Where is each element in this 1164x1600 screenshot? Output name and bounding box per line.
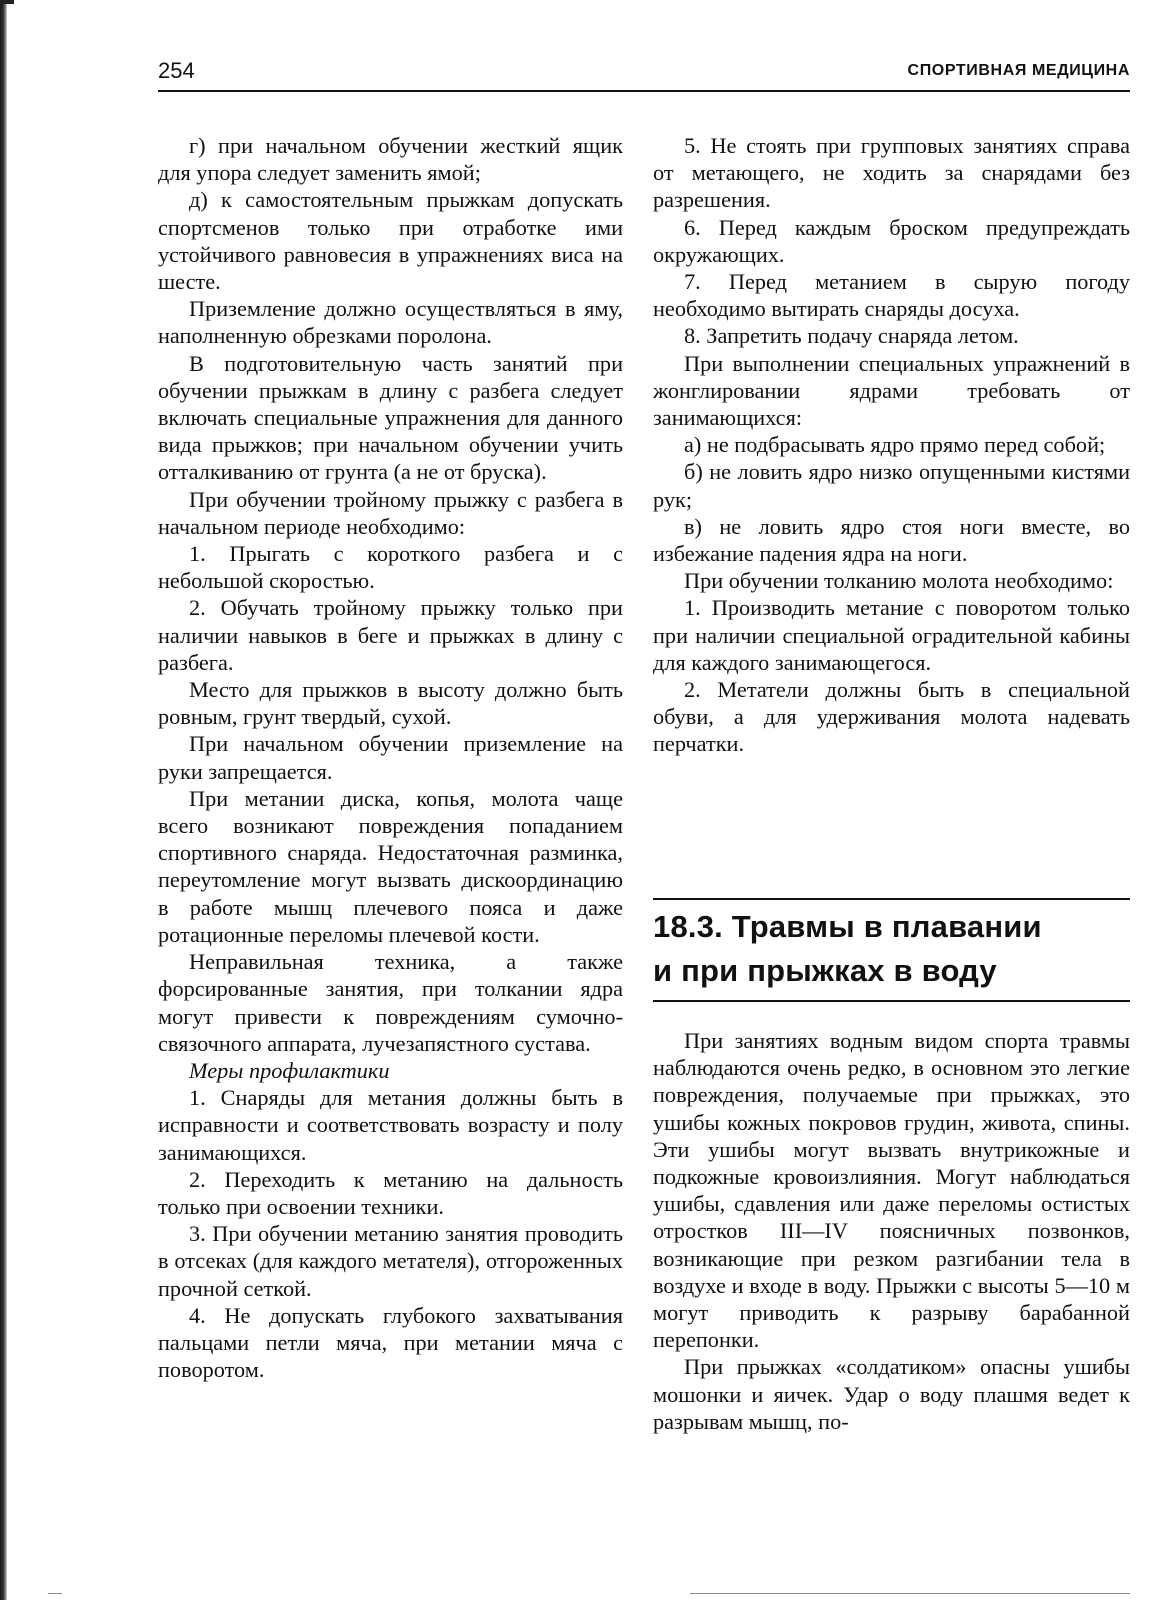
- section-rule-bottom: [653, 1000, 1130, 1002]
- list-item: 5. Не стоять при групповых занятиях справа от метающего, не ходить за снарядами без разрешения.: [653, 133, 1130, 213]
- right-column: [653, 132, 1130, 758]
- list-item: 4. Не допускать глубокого захватывания пальцами петли мяча, при метании мяча с поворотом.: [158, 1302, 623, 1383]
- paragraph: В подготовительную часть занятий при обучении прыжкам в длину с разбега следует включать специальные упражнения для данного вида прыжков; при начальном обучении учить отталкиванию от грунта (а не от бруска).: [158, 350, 623, 485]
- paragraph: д) к самостоятельным прыжкам допускать спортсменов только при отработке ими устойчивого равновесия в упражнениях виса на шесте.: [158, 187, 623, 295]
- list-item: 2. Обучать тройному прыжку только при наличии навыков в беге и прыжках в длину с разбега.: [158, 595, 623, 675]
- section-rule-top: [653, 898, 1130, 900]
- footer-mark: [48, 1593, 62, 1594]
- list-item: 7. Перед метанием в сырую погоду необходимо вытирать снаряды досуха.: [653, 269, 1130, 322]
- paragraph: При начальном обучении приземление на руки запрещается.: [158, 731, 623, 784]
- footer-rule: [690, 1593, 1130, 1594]
- paragraph: При занятиях водным видом спорта травмы наблюдаются очень редко, в основном это легкие повреждения, получаемые при прыжках, это ушибы кожных покровов грудин, живота, спины. Эти ушибы могут вызвать внутрикожные и подкожные кровоизлияния. Могут наблюдаться ушибы, сдавления или даже переломы остистых отростков III—IV поясничных позвонков, возникающие при резком разгибании тела в воздухе и входе в воду. Прыжки с высоты 5—10 м могут приводить к разрыву барабанной перепонки.: [653, 1028, 1130, 1353]
- paragraph: При обучении тройному прыжку с разбега в начальном периоде необходимо:: [158, 486, 623, 539]
- list-item: 1. Снаряды для метания должны быть в исправности и соответствовать возрасту и полу занимающихся.: [158, 1085, 623, 1165]
- paragraph: Приземление должно осуществляться в яму, наполненную обрезками поролона.: [158, 296, 623, 349]
- paragraph: При выполнении специальных упражнений в жонглировании ядрами требовать от занимающихся:: [653, 350, 1130, 431]
- list-item: б) не ловить ядро низко опущенными кистями рук;: [653, 459, 1130, 512]
- section-heading-line: и при прыжках в воду: [653, 953, 997, 988]
- paragraph: г) при начальном обучении жесткий ящик для упора следует заменить ямой;: [158, 133, 623, 186]
- page-header: [158, 56, 1130, 90]
- paragraph: При прыжках «солдатиком» опасны ушибы мошонки и яичек. Удар о воду плашмя ведет к разрывам мышц, по-: [653, 1354, 1130, 1434]
- list-item: 2. Переходить к метанию на дальность только при освоении техники.: [158, 1166, 623, 1219]
- list-item: 8. Запретить подачу снаряда летом.: [684, 323, 1019, 349]
- section-heading-line: 18.3. Травмы в плавании: [653, 909, 1042, 944]
- section-body: [653, 1027, 1130, 1435]
- left-column: [158, 132, 623, 1383]
- page-number: 254: [158, 58, 195, 83]
- book-spine-shadow: [0, 0, 7, 1600]
- list-item: в) не ловить ядро стоя ноги вместе, во избежание падения ядра на ноги.: [653, 513, 1130, 567]
- paragraph: При метании диска, копья, молота чаще всего возникают повреждения попаданием спортивного снаряда. Недостаточная разминка, переутомление могут вызвать дискоординацию в работе мышц плечевого пояса и даже ротационные переломы плечевой кости.: [158, 785, 623, 947]
- paragraph: Неправильная техника, а также форсированные занятия, при толкании ядра могут привести к повреждениям сумочно-связочного аппарата, лучезапястного сустава.: [158, 949, 623, 1056]
- list-item: 6. Перед каждым броском предупреждать окружающих.: [653, 214, 1130, 267]
- spine-mark: [0, 0, 14, 4]
- running-title: СПОРТИВНАЯ МЕДИЦИНА: [907, 62, 1130, 79]
- list-item: 3. При обучении метанию занятия проводить в отсеках (для каждого метателя), отгороженных прочной сеткой.: [158, 1221, 623, 1301]
- list-item: 1. Прыгать с короткого разбега и с небольшой скоростью.: [158, 541, 623, 594]
- section-heading: [653, 905, 1130, 993]
- list-item: а) не подбрасывать ядро прямо перед собой;: [684, 432, 1106, 458]
- paragraph: При обучении толканию молота необходимо:: [684, 568, 1114, 594]
- header-rule: [158, 90, 1130, 92]
- list-item: 1. Производить метание с поворотом только при наличии специальной оградительной кабины для каждого занимающегося.: [653, 595, 1130, 675]
- paragraph: Место для прыжков в высоту должно быть ровным, грунт твердый, сухой.: [158, 677, 623, 730]
- subheading-prevention: Меры профилактики: [189, 1057, 390, 1083]
- list-item: 2. Метатели должны быть в специальной обуви, а для удерживания молота надевать перчатки.: [653, 677, 1130, 757]
